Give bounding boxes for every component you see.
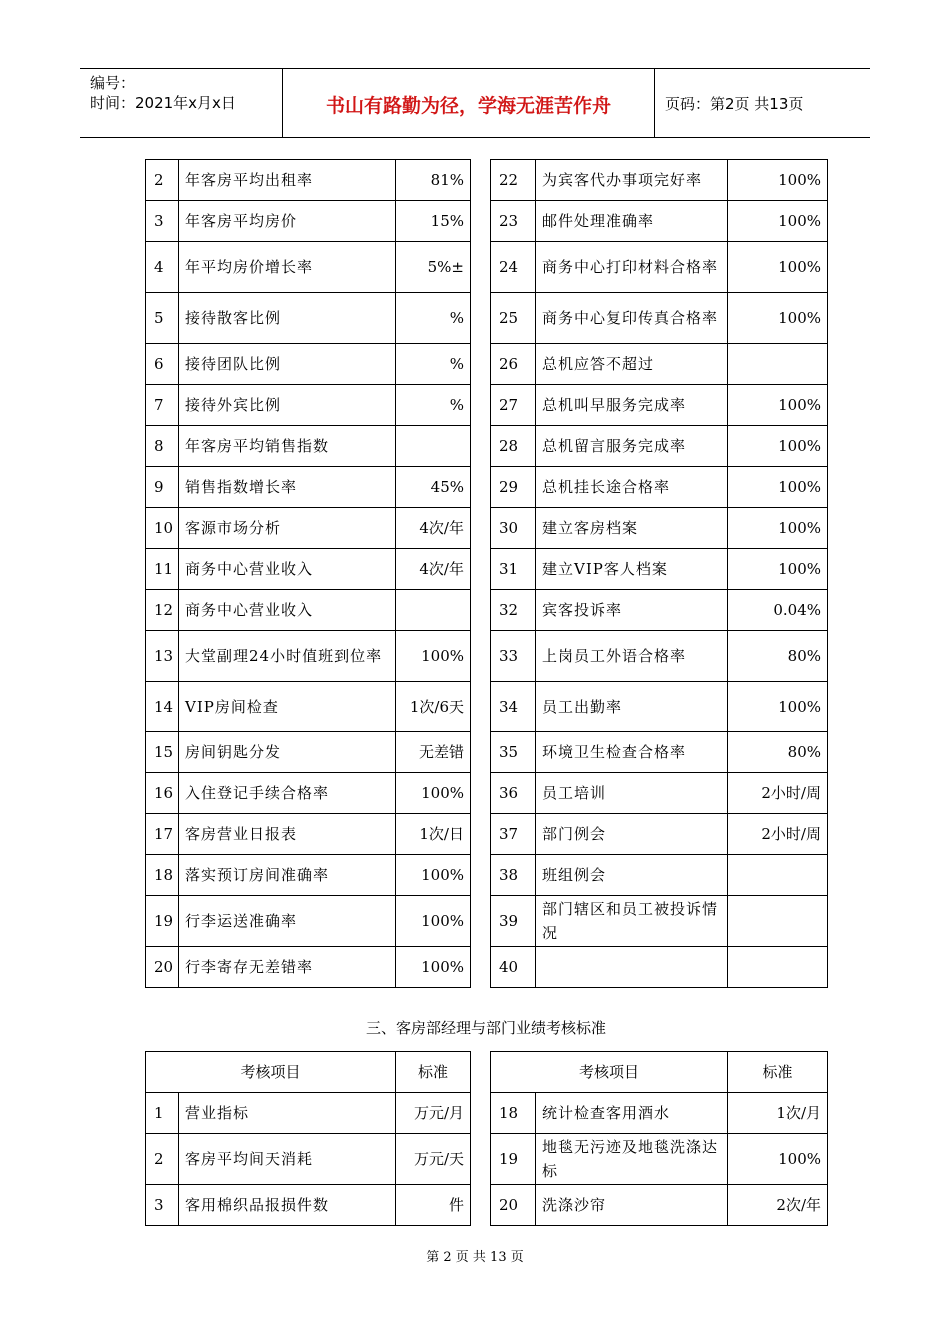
item-number: 22 — [491, 160, 536, 201]
item-name: 入住登记手续合格率 — [179, 773, 396, 814]
header-motto: 书山有路勤为径，学海无涯苦作舟 — [325, 95, 611, 117]
item-standard: 15% — [396, 201, 471, 242]
table-row — [146, 814, 828, 855]
item-standard: 100% — [728, 682, 828, 732]
item-name: 总机留言服务完成率 — [536, 426, 728, 467]
column-gap — [471, 344, 491, 385]
column-gap — [471, 773, 491, 814]
item-standard: 件 — [396, 1185, 471, 1226]
item-name: 大堂副理24小时值班到位率 — [179, 631, 396, 682]
item-number: 33 — [491, 631, 536, 682]
item-standard: 100% — [396, 773, 471, 814]
table-row — [146, 855, 828, 896]
code-label: 编号： — [90, 74, 136, 92]
item-standard: 5%± — [396, 242, 471, 293]
item-standard: 100% — [728, 160, 828, 201]
column-gap — [471, 293, 491, 344]
item-number: 37 — [491, 814, 536, 855]
item-name: 商务中心营业收入 — [179, 549, 396, 590]
page-header — [80, 68, 870, 138]
indicator-table — [145, 159, 828, 988]
item-number: 15 — [146, 732, 179, 773]
item-standard: 4次/年 — [396, 508, 471, 549]
item-name: 总机挂长途合格率 — [536, 467, 728, 508]
item-number: 27 — [491, 385, 536, 426]
item-name: 宾客投诉率 — [536, 590, 728, 631]
item-standard: 1次/日 — [396, 814, 471, 855]
header-page-info: 页码：第2页 共13页 — [665, 95, 804, 113]
item-number: 3 — [146, 1185, 179, 1226]
item-name: 统计检查客用酒水 — [536, 1093, 728, 1134]
column-gap — [471, 1185, 491, 1226]
header-item: 考核项目 — [146, 1052, 396, 1093]
item-standard — [728, 344, 828, 385]
item-standard: 2小时/周 — [728, 773, 828, 814]
item-standard: 2小时/周 — [728, 814, 828, 855]
item-name: 员工培训 — [536, 773, 728, 814]
item-number: 19 — [146, 896, 179, 947]
item-number: 20 — [146, 947, 179, 988]
header-standard: 标准 — [728, 1052, 828, 1093]
item-number: 19 — [491, 1134, 536, 1185]
item-standard: 4次/年 — [396, 549, 471, 590]
item-name: 行李运送准确率 — [179, 896, 396, 947]
item-name: 客用棉织品报损件数 — [179, 1185, 396, 1226]
item-number: 6 — [146, 344, 179, 385]
table-header-row — [146, 1052, 828, 1093]
header-item: 考核项目 — [491, 1052, 728, 1093]
item-name: 接待团队比例 — [179, 344, 396, 385]
column-gap — [471, 242, 491, 293]
item-name: 地毯无污迹及地毯洗涤达标 — [536, 1134, 728, 1185]
item-standard: 100% — [728, 242, 828, 293]
item-name: 接待散客比例 — [179, 293, 396, 344]
item-standard: 1次/6天 — [396, 682, 471, 732]
item-number: 18 — [146, 855, 179, 896]
item-number: 1 — [146, 1093, 179, 1134]
item-number: 38 — [491, 855, 536, 896]
item-standard: 100% — [396, 896, 471, 947]
item-number: 17 — [146, 814, 179, 855]
item-name: 客房平均间天消耗 — [179, 1134, 396, 1185]
column-gap — [471, 732, 491, 773]
page-footer: 第 2 页 共 13 页 — [426, 1250, 524, 1265]
item-standard: 100% — [396, 855, 471, 896]
item-number: 7 — [146, 385, 179, 426]
item-number: 29 — [491, 467, 536, 508]
item-name: 建立客房档案 — [536, 508, 728, 549]
item-number: 39 — [491, 896, 536, 947]
item-name: 部门例会 — [536, 814, 728, 855]
header-meta — [90, 73, 236, 113]
item-standard: 100% — [728, 201, 828, 242]
item-name: 洗涤沙帘 — [536, 1185, 728, 1226]
item-name: 房间钥匙分发 — [179, 732, 396, 773]
item-name: 年平均房价增长率 — [179, 242, 396, 293]
table-row — [146, 293, 828, 344]
item-standard: 2次/年 — [728, 1185, 828, 1226]
item-number: 35 — [491, 732, 536, 773]
item-number: 31 — [491, 549, 536, 590]
item-name: VIP房间检查 — [179, 682, 396, 732]
table-row — [146, 508, 828, 549]
item-name: 落实预订房间准确率 — [179, 855, 396, 896]
table-row — [146, 1093, 828, 1134]
item-standard: 100% — [728, 549, 828, 590]
item-standard: 1次/月 — [728, 1093, 828, 1134]
item-name: 上岗员工外语合格率 — [536, 631, 728, 682]
item-standard: 80% — [728, 631, 828, 682]
item-number: 23 — [491, 201, 536, 242]
item-name: 班组例会 — [536, 855, 728, 896]
item-number: 16 — [146, 773, 179, 814]
item-name: 环境卫生检查合格率 — [536, 732, 728, 773]
table-row — [146, 947, 828, 988]
item-number: 9 — [146, 467, 179, 508]
item-standard: % — [396, 344, 471, 385]
item-number: 32 — [491, 590, 536, 631]
item-name: 客源市场分析 — [179, 508, 396, 549]
item-number: 34 — [491, 682, 536, 732]
item-number: 10 — [146, 508, 179, 549]
item-standard — [728, 947, 828, 988]
table-row — [146, 773, 828, 814]
item-number: 40 — [491, 947, 536, 988]
item-number: 24 — [491, 242, 536, 293]
item-name: 员工出勤率 — [536, 682, 728, 732]
column-gap — [471, 467, 491, 508]
item-name: 商务中心打印材料合格率 — [536, 242, 728, 293]
item-number: 3 — [146, 201, 179, 242]
item-name: 年客房平均房价 — [179, 201, 396, 242]
table-row — [146, 467, 828, 508]
item-number: 2 — [146, 1134, 179, 1185]
item-name: 总机应答不超过 — [536, 344, 728, 385]
item-standard: 100% — [728, 467, 828, 508]
item-standard: 0.04% — [728, 590, 828, 631]
column-gap — [471, 1093, 491, 1134]
column-gap — [471, 201, 491, 242]
column-gap — [471, 549, 491, 590]
item-standard: 45% — [396, 467, 471, 508]
item-standard: 无差错 — [396, 732, 471, 773]
item-name: 年客房平均销售指数 — [179, 426, 396, 467]
table-row — [146, 385, 828, 426]
item-number: 14 — [146, 682, 179, 732]
item-number: 36 — [491, 773, 536, 814]
item-standard: 万元/天 — [396, 1134, 471, 1185]
table-row — [146, 426, 828, 467]
table-row — [146, 732, 828, 773]
table-row — [146, 590, 828, 631]
item-number: 20 — [491, 1185, 536, 1226]
item-name: 年客房平均出租率 — [179, 160, 396, 201]
item-standard: 100% — [728, 508, 828, 549]
item-number: 30 — [491, 508, 536, 549]
column-gap — [471, 1052, 491, 1093]
item-number: 25 — [491, 293, 536, 344]
item-standard — [728, 896, 828, 947]
item-number: 12 — [146, 590, 179, 631]
item-number: 4 — [146, 242, 179, 293]
column-gap — [471, 590, 491, 631]
item-number: 28 — [491, 426, 536, 467]
section-title: 三、客房部经理与部门业绩考核标准 — [365, 1019, 606, 1037]
table-row — [146, 201, 828, 242]
item-standard: 100% — [728, 426, 828, 467]
item-standard: 100% — [396, 947, 471, 988]
table-row — [146, 344, 828, 385]
table-row — [146, 242, 828, 293]
item-standard: 81% — [396, 160, 471, 201]
header-standard: 标准 — [396, 1052, 471, 1093]
item-standard: 80% — [728, 732, 828, 773]
item-name: 商务中心营业收入 — [179, 590, 396, 631]
item-number: 5 — [146, 293, 179, 344]
item-standard: 100% — [728, 1134, 828, 1185]
item-standard: % — [396, 385, 471, 426]
column-gap — [471, 947, 491, 988]
header-divider — [654, 69, 655, 137]
column-gap — [471, 1134, 491, 1185]
item-number: 26 — [491, 344, 536, 385]
item-name: 接待外宾比例 — [179, 385, 396, 426]
column-gap — [471, 508, 491, 549]
item-name: 销售指数增长率 — [179, 467, 396, 508]
column-gap — [471, 855, 491, 896]
column-gap — [471, 631, 491, 682]
item-name: 为宾客代办事项完好率 — [536, 160, 728, 201]
item-standard: % — [396, 293, 471, 344]
table-row — [146, 896, 828, 947]
table-row — [146, 682, 828, 732]
item-name: 行李寄存无差错率 — [179, 947, 396, 988]
time-label: 时间：2021年x月x日 — [90, 94, 236, 112]
column-gap — [471, 160, 491, 201]
table-row — [146, 631, 828, 682]
item-number: 8 — [146, 426, 179, 467]
item-number: 13 — [146, 631, 179, 682]
item-standard: 万元/月 — [396, 1093, 471, 1134]
item-standard — [728, 855, 828, 896]
item-name: 建立VIP客人档案 — [536, 549, 728, 590]
item-name: 总机叫早服务完成率 — [536, 385, 728, 426]
item-name: 商务中心复印传真合格率 — [536, 293, 728, 344]
item-number: 11 — [146, 549, 179, 590]
item-number: 18 — [491, 1093, 536, 1134]
column-gap — [471, 896, 491, 947]
column-gap — [471, 385, 491, 426]
item-number: 2 — [146, 160, 179, 201]
table-row — [146, 549, 828, 590]
item-standard: 100% — [396, 631, 471, 682]
item-standard — [396, 426, 471, 467]
table-row — [146, 160, 828, 201]
item-standard — [396, 590, 471, 631]
column-gap — [471, 814, 491, 855]
table-row — [146, 1134, 828, 1185]
item-name: 营业指标 — [179, 1093, 396, 1134]
manager-assessment-table — [145, 1051, 828, 1226]
item-standard: 100% — [728, 293, 828, 344]
column-gap — [471, 682, 491, 732]
item-name: 客房营业日报表 — [179, 814, 396, 855]
item-name — [536, 947, 728, 988]
table-row — [146, 1185, 828, 1226]
column-gap — [471, 426, 491, 467]
item-name: 部门辖区和员工被投诉情况 — [536, 896, 728, 947]
item-name: 邮件处理准确率 — [536, 201, 728, 242]
item-standard: 100% — [728, 385, 828, 426]
